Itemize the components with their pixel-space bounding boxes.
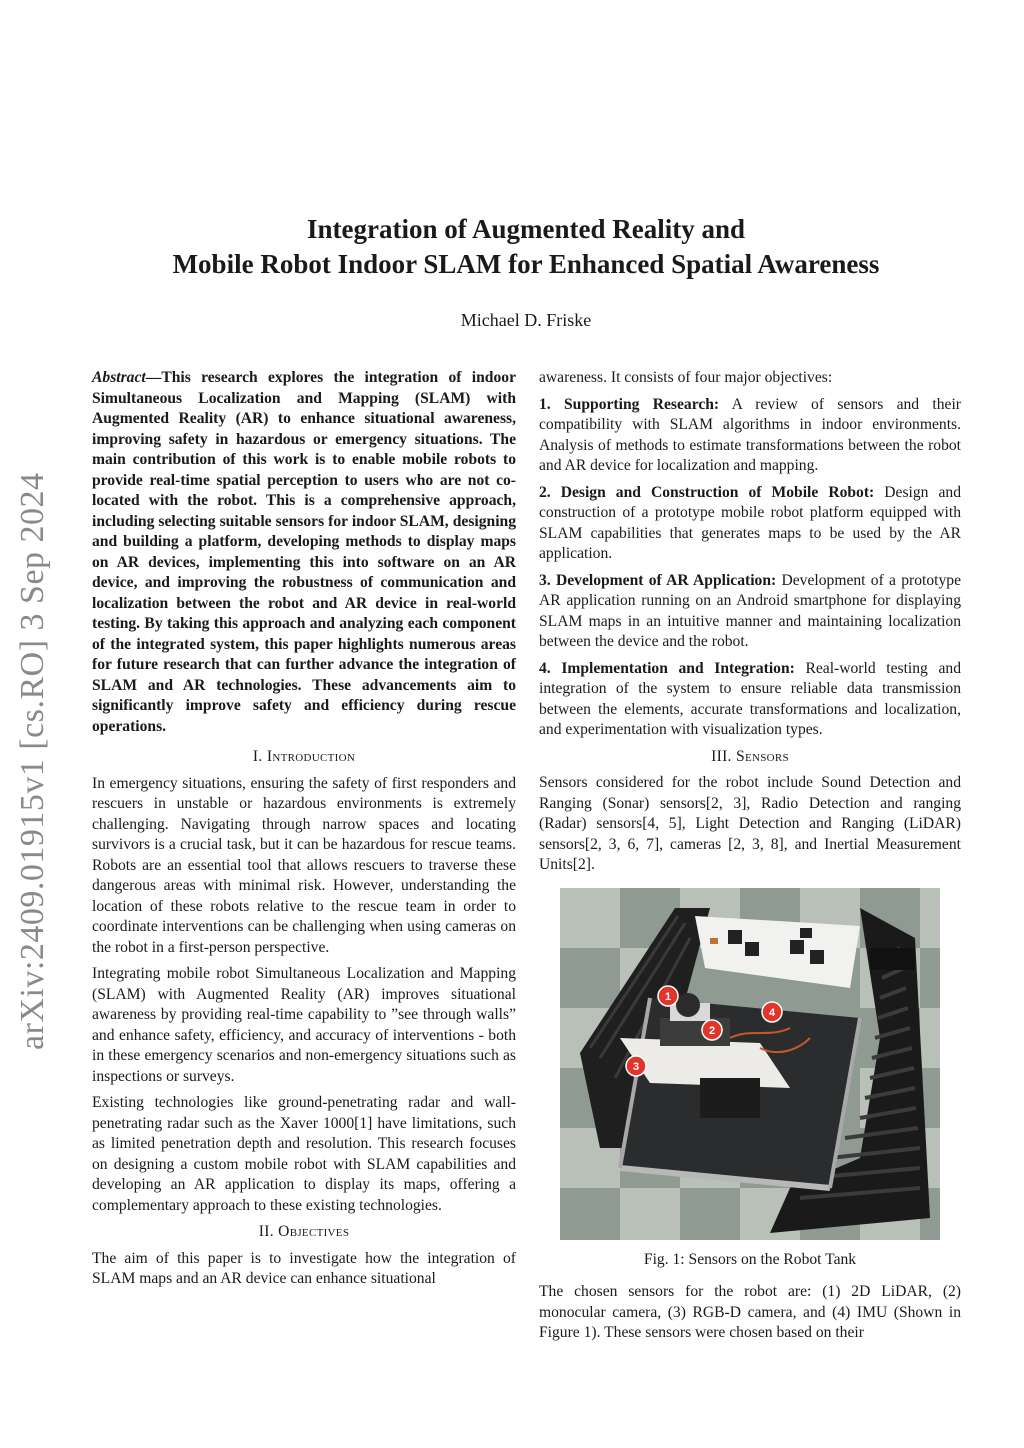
objective-text: Design and construction of a prototype mobile robot platform equipped with SLAM capabilities that generates maps to be used by the AR application.	[539, 483, 961, 562]
sensor-marker-3	[626, 1056, 646, 1076]
objective-label: 2. Design and Construction of Mobile Robot:	[539, 483, 875, 501]
sensor-marker-label: 1	[664, 990, 672, 1003]
section-number: III.	[711, 747, 732, 765]
objective-label: 4. Implementation and Integration:	[539, 659, 795, 677]
objectives-intro-end: awareness. It consists of four major objectives:	[539, 369, 833, 386]
objective-text: Development of a prototype AR application running on an Android smartphone for displaying SLAM maps in an intuitive manner and maintaining localization between the device and the robot.	[539, 571, 961, 650]
section-heading-sensors	[539, 747, 961, 768]
abstract-text: This research explores the integration of indoor Simultaneous Localization and Mapping (SLAM) with Augmented Reality (AR) to enhance situational awareness, improving safety in hazardous or emergency situations. The main contribution of this work is to enable mobile robots to provide real-time spatial perception to users who are not co-located with the robot. This is a comprehensive approach, including selecting suitable sensors for indoor SLAM, designing and building a platform, developing methods to display maps on AR devices, implementing this into software on an AR device, and improving the robustness of communication and localization between the robot and AR device in real-world testing. By taking this approach and analyzing each component of the integrated system, this paper highlights numerous areas for future research that can further advance the integration of SLAM and AR technologies. These advancements aim to significantly improve safety and efficiency during rescue operations.	[92, 369, 516, 735]
abstract-lead: Abstract	[92, 369, 146, 386]
intro-paragraph-3: Existing technologies like ground-penetrating radar and wall-penetrating radar such as the Xaver 1000[1] have limitations, such as limited penetration depth and resolution. This research focuses on designing a custom mobile robot with SLAM capabilities and developing an AR application to display its maps, offering a complementary approach to these existing technologies.	[92, 1094, 516, 1214]
title-line-2: Mobile Robot Indoor SLAM for Enhanced Spatial Awareness	[172, 249, 880, 279]
section-heading-objectives	[92, 1222, 516, 1243]
section-number: I.	[252, 748, 263, 765]
sensors-after-figure: The chosen sensors for the robot are: (1) 2D LiDAR, (2) monocular camera, (3) RGB-D camera, and (4) IMU (Shown in Figure 1). These sensors were chosen based on their	[539, 1283, 961, 1341]
figure-caption: Fig. 1: Sensors on the Robot Tank	[643, 1250, 857, 1268]
intro-paragraph-2: Integrating mobile robot Simultaneous Localization and Mapping (SLAM) with Augmented Reality (AR) improves situational awareness by providing real-time capability to ”see through walls” and enhance safety, efficiency, and accuracy of interventions - both in these emergency scenarios and non-emergency situations such as inspections or surveys.	[92, 965, 516, 1085]
section-title: Sensors	[735, 747, 789, 765]
section-heading-introduction	[92, 747, 516, 768]
sensor-marker-label: 3	[632, 1060, 640, 1073]
section-number: II.	[258, 1223, 274, 1240]
sensor-marker-label: 2	[708, 1024, 716, 1037]
objective-label: 1. Supporting Research:	[539, 395, 720, 413]
objective-item-3	[539, 571, 961, 653]
abstract-dash: —	[145, 369, 162, 386]
sensor-marker-label: 4	[768, 1006, 776, 1019]
arxiv-identifier-stamp: arXiv:2409.01915v1 [cs.RO] 3 Sep 2024	[14, 472, 51, 1050]
figure-1	[560, 888, 940, 1271]
robot-tank-photo	[560, 888, 940, 1240]
objective-item-1	[539, 395, 961, 477]
author-name: Michael D. Friske	[460, 310, 592, 330]
left-column	[92, 368, 516, 1296]
right-column	[539, 368, 961, 1350]
sensor-marker-2	[702, 1020, 722, 1040]
sensor-marker-4	[762, 1002, 782, 1022]
objective-item-2	[539, 483, 961, 565]
sensors-paragraph: Sensors considered for the robot include Sound Detection and Ranging (Sonar) sensors[2, 3], Radio Detection and ranging (Radar) sensors[4, 5], Light Detection and Ranging (LiDAR) sensors[2, 3, 6, 7], cameras [2, 3, 8], and Inertial Measurement Units[2].	[539, 774, 961, 873]
objective-text: A review of sensors and their compatibility with SLAM algorithms in indoor environments. Analysis of methods to estimate transformations between the robot and AR device for localization and mapping.	[539, 395, 961, 474]
section-title: Objectives	[278, 1223, 350, 1240]
objectives-intro-start: The aim of this paper is to investigate how the integration of SLAM maps and an AR device can enhance situational	[92, 1249, 516, 1287]
objective-label: 3. Development of AR Application:	[539, 571, 777, 589]
sensor-marker-1	[658, 986, 678, 1006]
intro-paragraph-1: In emergency situations, ensuring the safety of first responders and rescuers in unstable or hazardous environments is extremely challenging. Navigating through narrow spaces and locating survivors is a crucial task, but it can be hazardous for rescue teams. Robots are an essential tool that allows rescuers to traverse these dangerous areas with minimal risk. However, understanding the location of these robots relative to the rescue team in order to coordinate interventions can be challenging when using cameras on the robot in a first-person perspective.	[92, 774, 516, 956]
objective-item-4	[539, 659, 961, 741]
black-box	[870, 948, 915, 970]
section-title: Introduction	[266, 748, 356, 765]
title-line-1: Integration of Augmented Reality and	[307, 214, 745, 244]
paper-title	[100, 212, 952, 282]
abstract	[92, 368, 516, 737]
objective-text: Real-world testing and integration of the system to ensure reliable data transmission between the elements, accurate transformations and localization, and experimentation with visualization types.	[539, 659, 961, 738]
